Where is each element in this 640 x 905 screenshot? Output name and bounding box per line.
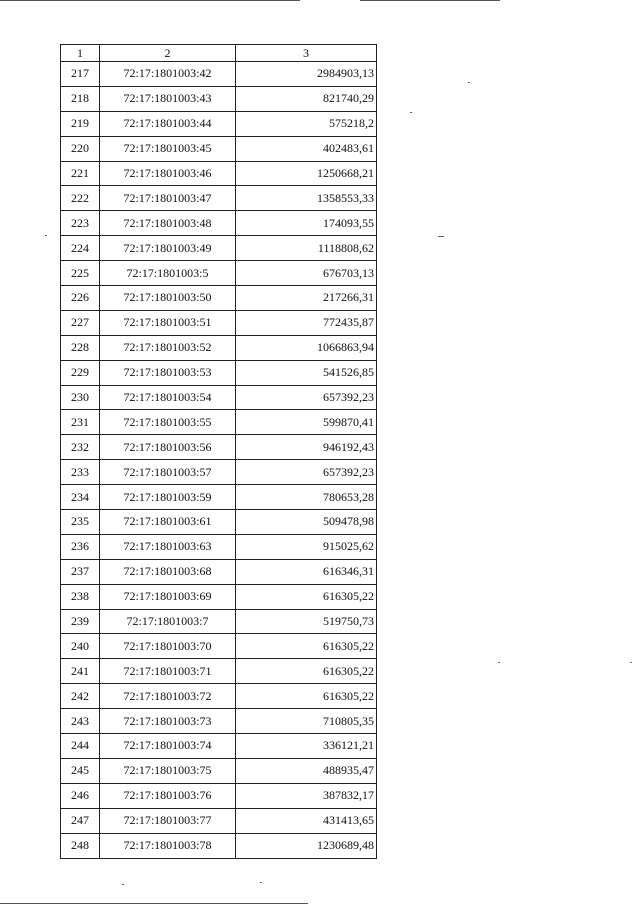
row-number-cell: 218 — [61, 86, 100, 111]
value-cell: 780653,28 — [236, 485, 377, 510]
row-number-cell: 229 — [61, 360, 100, 385]
row-number-cell: 244 — [61, 734, 100, 759]
row-number-cell: 240 — [61, 634, 100, 659]
row-number-cell: 239 — [61, 609, 100, 634]
row-number-cell: 232 — [61, 435, 100, 460]
row-number-cell: 233 — [61, 460, 100, 485]
row-number-cell: 231 — [61, 410, 100, 435]
row-number-cell: 234 — [61, 485, 100, 510]
value-cell: 915025,62 — [236, 534, 377, 559]
scan-speck — [260, 882, 262, 883]
value-cell: 336121,21 — [236, 734, 377, 759]
scan-speck — [122, 884, 124, 885]
table-row — [61, 385, 377, 410]
table-row — [61, 86, 377, 111]
cadastral-number-cell: 72:17:1801003:77 — [100, 808, 236, 833]
value-cell: 402483,61 — [236, 136, 377, 161]
table-row — [61, 734, 377, 759]
cadastral-number-cell: 72:17:1801003:50 — [100, 286, 236, 311]
cadastral-number-cell: 72:17:1801003:73 — [100, 709, 236, 734]
value-cell: 821740,29 — [236, 86, 377, 111]
value-cell: 1250668,21 — [236, 161, 377, 186]
row-number-cell: 224 — [61, 236, 100, 261]
row-number-cell: 243 — [61, 709, 100, 734]
cadastral-number-cell: 72:17:1801003:76 — [100, 783, 236, 808]
table-row — [61, 534, 377, 559]
cadastral-number-cell: 72:17:1801003:71 — [100, 659, 236, 684]
cadastral-number-cell: 72:17:1801003:45 — [100, 136, 236, 161]
value-cell: 772435,87 — [236, 310, 377, 335]
row-number-cell: 230 — [61, 385, 100, 410]
table-body — [61, 62, 377, 859]
column-header-2: 2 — [100, 45, 236, 62]
cadastral-number-cell: 72:17:1801003:78 — [100, 833, 236, 858]
row-number-cell: 219 — [61, 111, 100, 136]
row-number-cell: 237 — [61, 559, 100, 584]
cadastral-number-cell: 72:17:1801003:42 — [100, 62, 236, 87]
scan-speck — [438, 236, 444, 237]
table-row — [61, 435, 377, 460]
table-row — [61, 510, 377, 535]
value-cell: 676703,13 — [236, 261, 377, 286]
cadastral-number-cell: 72:17:1801003:48 — [100, 211, 236, 236]
cadastral-number-cell: 72:17:1801003:7 — [100, 609, 236, 634]
cadastral-number-cell: 72:17:1801003:5 — [100, 261, 236, 286]
row-number-cell: 238 — [61, 584, 100, 609]
cadastral-number-cell: 72:17:1801003:68 — [100, 559, 236, 584]
bottom-scan-border — [0, 903, 308, 904]
cadastral-number-cell: 72:17:1801003:61 — [100, 510, 236, 535]
value-cell: 616305,22 — [236, 584, 377, 609]
cadastral-number-cell: 72:17:1801003:51 — [100, 310, 236, 335]
cadastral-number-cell: 72:17:1801003:69 — [100, 584, 236, 609]
cadastral-number-cell: 72:17:1801003:43 — [100, 86, 236, 111]
value-cell: 387832,17 — [236, 783, 377, 808]
row-number-cell: 223 — [61, 211, 100, 236]
table-row — [61, 310, 377, 335]
value-cell: 616305,22 — [236, 634, 377, 659]
row-number-cell: 236 — [61, 534, 100, 559]
table-row — [61, 609, 377, 634]
row-number-cell: 220 — [61, 136, 100, 161]
scan-speck — [45, 235, 47, 236]
table-row — [61, 286, 377, 311]
cadastral-number-cell: 72:17:1801003:44 — [100, 111, 236, 136]
cadastral-number-cell: 72:17:1801003:56 — [100, 435, 236, 460]
table-row — [61, 659, 377, 684]
row-number-cell: 221 — [61, 161, 100, 186]
value-cell: 431413,65 — [236, 808, 377, 833]
table-row — [61, 460, 377, 485]
value-cell: 1066863,94 — [236, 335, 377, 360]
table-row — [61, 360, 377, 385]
value-cell: 541526,85 — [236, 360, 377, 385]
data-table — [60, 44, 377, 859]
table-row — [61, 833, 377, 858]
table-row — [61, 584, 377, 609]
table-row — [61, 62, 377, 87]
table-row — [61, 634, 377, 659]
value-cell: 710805,35 — [236, 709, 377, 734]
table-row — [61, 161, 377, 186]
row-number-cell: 235 — [61, 510, 100, 535]
table-row — [61, 783, 377, 808]
row-number-cell: 241 — [61, 659, 100, 684]
value-cell: 1118808,62 — [236, 236, 377, 261]
cadastral-number-cell: 72:17:1801003:63 — [100, 534, 236, 559]
table-row — [61, 261, 377, 286]
cadastral-number-cell: 72:17:1801003:72 — [100, 684, 236, 709]
value-cell: 509478,98 — [236, 510, 377, 535]
scan-speck — [410, 112, 412, 113]
cadastral-number-cell: 72:17:1801003:55 — [100, 410, 236, 435]
row-number-cell: 226 — [61, 286, 100, 311]
value-cell: 616305,22 — [236, 659, 377, 684]
table-row — [61, 335, 377, 360]
row-number-cell: 248 — [61, 833, 100, 858]
value-cell: 217266,31 — [236, 286, 377, 311]
cadastral-number-cell: 72:17:1801003:59 — [100, 485, 236, 510]
value-cell: 616346,31 — [236, 559, 377, 584]
table-row — [61, 211, 377, 236]
top-scan-border-left — [0, 0, 300, 1]
table-row — [61, 485, 377, 510]
cadastral-number-cell: 72:17:1801003:70 — [100, 634, 236, 659]
table-row — [61, 236, 377, 261]
value-cell: 174093,55 — [236, 211, 377, 236]
cadastral-number-cell: 72:17:1801003:53 — [100, 360, 236, 385]
table-row — [61, 808, 377, 833]
row-number-cell: 246 — [61, 783, 100, 808]
table-row — [61, 684, 377, 709]
row-number-cell: 225 — [61, 261, 100, 286]
value-cell: 488935,47 — [236, 758, 377, 783]
column-header-1: 1 — [61, 45, 100, 62]
table-row — [61, 758, 377, 783]
cadastral-number-cell: 72:17:1801003:46 — [100, 161, 236, 186]
cadastral-number-cell: 72:17:1801003:75 — [100, 758, 236, 783]
scan-speck — [630, 662, 632, 663]
value-cell: 946192,43 — [236, 435, 377, 460]
top-scan-border-right — [360, 0, 500, 1]
value-cell: 1358553,33 — [236, 186, 377, 211]
row-number-cell: 245 — [61, 758, 100, 783]
scan-speck — [468, 82, 470, 83]
row-number-cell: 228 — [61, 335, 100, 360]
table-header-row — [61, 45, 377, 62]
table-row — [61, 709, 377, 734]
value-cell: 657392,23 — [236, 385, 377, 410]
row-number-cell: 227 — [61, 310, 100, 335]
value-cell: 616305,22 — [236, 684, 377, 709]
row-number-cell: 247 — [61, 808, 100, 833]
value-cell: 575218,2 — [236, 111, 377, 136]
row-number-cell: 242 — [61, 684, 100, 709]
table-row — [61, 111, 377, 136]
cadastral-number-cell: 72:17:1801003:54 — [100, 385, 236, 410]
value-cell: 657392,23 — [236, 460, 377, 485]
table-row — [61, 186, 377, 211]
value-cell: 599870,41 — [236, 410, 377, 435]
scan-speck — [498, 662, 500, 663]
cadastral-number-cell: 72:17:1801003:52 — [100, 335, 236, 360]
table-row — [61, 136, 377, 161]
value-cell: 2984903,13 — [236, 62, 377, 87]
value-cell: 519750,73 — [236, 609, 377, 634]
cadastral-number-cell: 72:17:1801003:49 — [100, 236, 236, 261]
row-number-cell: 217 — [61, 62, 100, 87]
cadastral-number-cell: 72:17:1801003:57 — [100, 460, 236, 485]
value-cell: 1230689,48 — [236, 833, 377, 858]
cadastral-number-cell: 72:17:1801003:74 — [100, 734, 236, 759]
row-number-cell: 222 — [61, 186, 100, 211]
table-row — [61, 410, 377, 435]
table-row — [61, 559, 377, 584]
cadastral-number-cell: 72:17:1801003:47 — [100, 186, 236, 211]
column-header-3: 3 — [236, 45, 377, 62]
